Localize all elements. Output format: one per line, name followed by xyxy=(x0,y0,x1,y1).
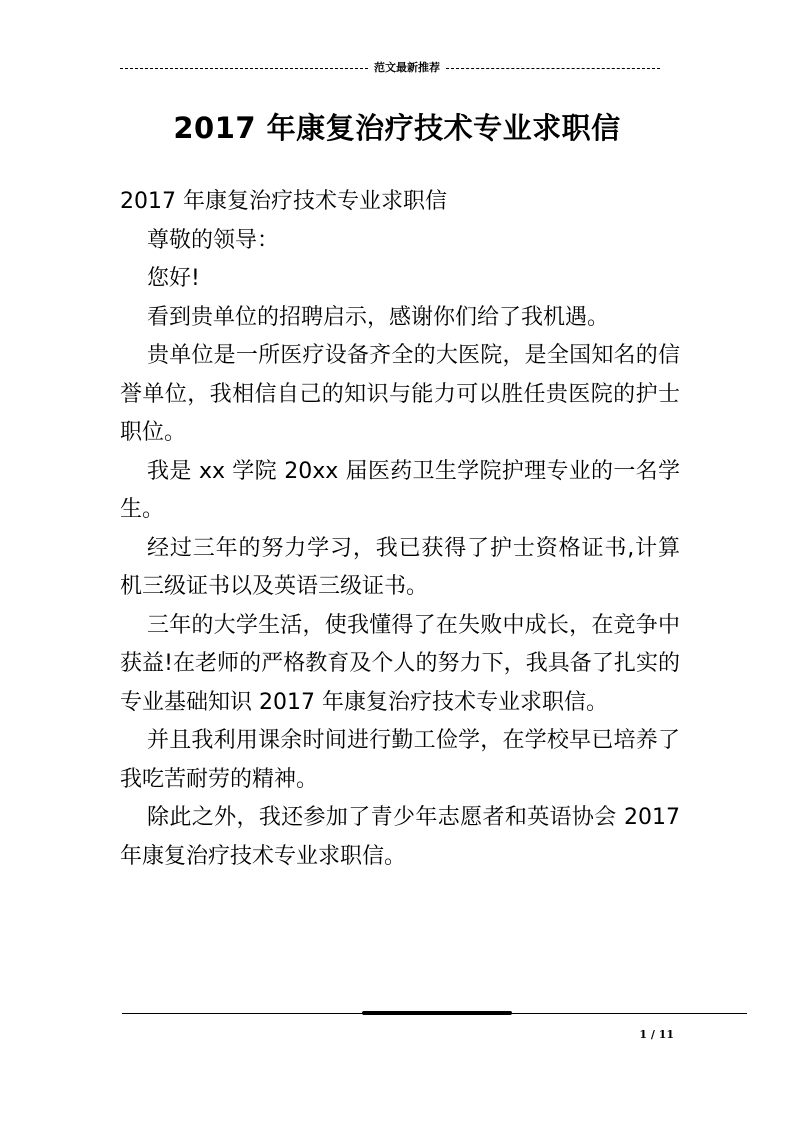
body-paragraph-salutation: 尊敬的领导： xyxy=(147,227,280,253)
body-paragraph-subject: 2017 年康复治疗技术专业求职信 xyxy=(120,189,447,214)
page-number: 1 / 11 xyxy=(639,1028,674,1041)
body-paragraph: 我是 xx 学院 20xx 届医药卫生学院护理专业的一名学生。 xyxy=(120,458,680,522)
body-paragraph: 贵单位是一所医疗设备齐全的大医院，是全国知名的信誉单位，我相信自己的知识与能力可以胜任贵医院的护士职位。 xyxy=(120,343,680,445)
body-paragraph: 三年的大学生活，使我懂得了在失败中成长，在竞争中获益!在老师的严格教育及个人的努力下，我具备了扎实的专业基础知识 2017 年康复治疗技术专业求职信。 xyxy=(120,612,680,715)
header-text: 范文最新推荐 xyxy=(369,60,445,76)
body-paragraph: 看到贵单位的招聘启示，感谢你们给了我机遇。 xyxy=(147,304,610,330)
body-paragraph-greeting: 您好! xyxy=(147,266,200,291)
footer-rule xyxy=(122,1010,747,1016)
body-paragraph: 除此之外，我还参加了青少年志愿者和英语协会 2017 年康复治疗技术专业求职信。 xyxy=(120,805,680,869)
page-header xyxy=(120,60,660,76)
header-dashed-rule-left xyxy=(120,68,368,69)
document-title: 2017 年康复治疗技术专业求职信 xyxy=(173,111,621,145)
footer-rule-thick xyxy=(362,1011,512,1015)
document-body xyxy=(120,183,680,876)
header-dashed-rule-right xyxy=(446,68,660,69)
body-paragraph: 并且我利用课余时间进行勤工俭学，在学校早已培养了我吃苦耐劳的精神。 xyxy=(120,728,680,792)
body-paragraph: 经过三年的努力学习，我已获得了护士资格证书,计算机三级证书以及英语三级证书。 xyxy=(120,535,680,599)
